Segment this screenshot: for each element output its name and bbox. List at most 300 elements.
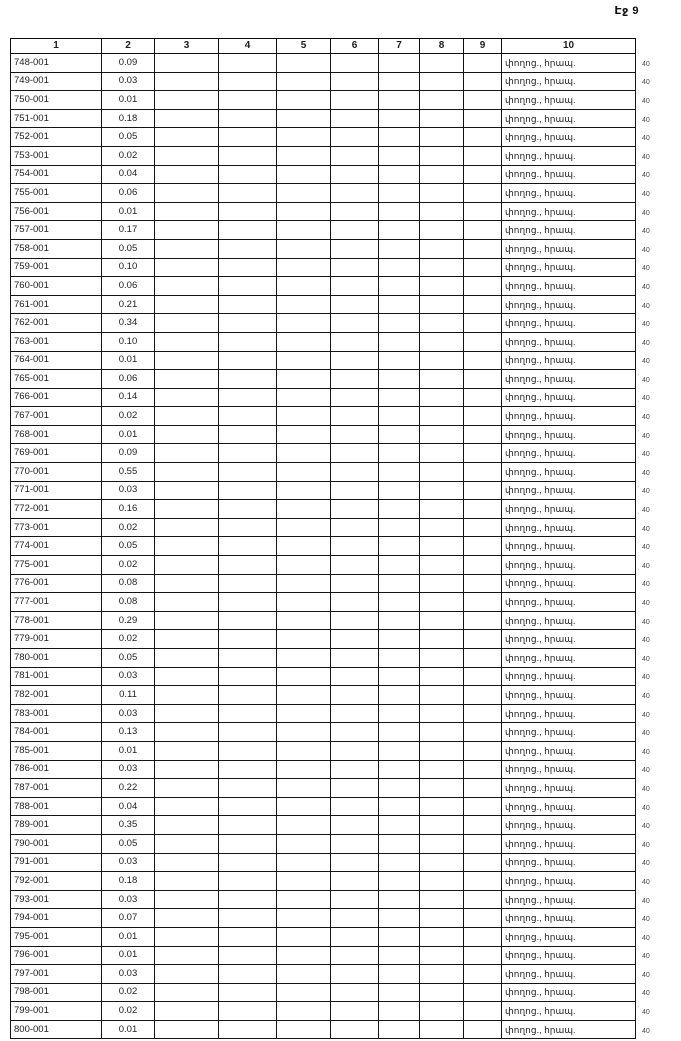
margin-note: 40 xyxy=(642,135,650,143)
table-body xyxy=(11,54,672,1039)
margin-note: 40 xyxy=(642,804,650,812)
margin-note: 40 xyxy=(642,246,650,254)
col-header-6: 6 xyxy=(331,39,379,54)
empty-cell xyxy=(219,91,277,110)
empty-cell xyxy=(277,704,331,723)
empty-cell xyxy=(464,760,502,779)
row-id-cell: 758-001 xyxy=(11,239,102,258)
empty-cell xyxy=(379,407,420,426)
empty-cell xyxy=(464,295,502,314)
empty-cell xyxy=(331,834,379,853)
empty-cell xyxy=(277,332,331,351)
empty-cell xyxy=(331,351,379,370)
empty-cell xyxy=(331,370,379,389)
empty-cell xyxy=(219,909,277,928)
margin-note: 40 xyxy=(642,79,650,87)
empty-cell xyxy=(155,109,219,128)
empty-cell xyxy=(219,667,277,686)
empty-cell xyxy=(155,370,219,389)
empty-cell xyxy=(331,277,379,296)
empty-cell xyxy=(277,965,331,984)
row-id-cell: 790-001 xyxy=(11,834,102,853)
empty-cell xyxy=(277,128,331,147)
empty-cell xyxy=(420,314,464,333)
page-number-label: Էջ 9 xyxy=(614,5,639,17)
margin-note: 40 xyxy=(642,897,650,905)
empty-cell xyxy=(420,258,464,277)
row-id-cell: 755-001 xyxy=(11,184,102,203)
row-category-cell: փողոց., հրապ. xyxy=(502,667,636,686)
empty-cell xyxy=(331,444,379,463)
empty-cell xyxy=(420,537,464,556)
empty-cell xyxy=(155,500,219,519)
empty-cell xyxy=(219,444,277,463)
empty-cell xyxy=(379,425,420,444)
table-row xyxy=(11,704,672,723)
empty-cell xyxy=(277,146,331,165)
empty-cell xyxy=(331,853,379,872)
row-category-cell: փողոց., հրապ. xyxy=(502,258,636,277)
row-id-cell: 783-001 xyxy=(11,704,102,723)
empty-cell xyxy=(331,611,379,630)
table-row xyxy=(11,128,672,147)
margin-note: 40 xyxy=(642,730,650,738)
row-category-cell: փողոց., հրապ. xyxy=(502,128,636,147)
empty-cell xyxy=(331,574,379,593)
empty-cell xyxy=(331,741,379,760)
empty-cell xyxy=(464,239,502,258)
empty-cell xyxy=(420,444,464,463)
empty-cell xyxy=(155,351,219,370)
empty-cell xyxy=(219,537,277,556)
empty-cell xyxy=(420,72,464,91)
margin-note: 40 xyxy=(642,1009,650,1017)
row-id-cell: 786-001 xyxy=(11,760,102,779)
row-value-cell: 0.02 xyxy=(102,407,155,426)
empty-cell xyxy=(420,649,464,668)
row-category-cell: փողոց., հրապ. xyxy=(502,872,636,891)
row-category-cell: փողոց., հրապ. xyxy=(502,723,636,742)
col-header-3: 3 xyxy=(155,39,219,54)
row-value-cell: 0.03 xyxy=(102,481,155,500)
empty-cell xyxy=(277,407,331,426)
table-row xyxy=(11,91,672,110)
empty-cell xyxy=(331,556,379,575)
margin-note: 40 xyxy=(642,637,650,645)
empty-cell xyxy=(155,853,219,872)
empty-cell xyxy=(277,723,331,742)
margin-note: 40 xyxy=(642,562,650,570)
empty-cell xyxy=(331,927,379,946)
row-category-cell: փողոց., հրապ. xyxy=(502,463,636,482)
empty-cell xyxy=(464,500,502,519)
empty-cell xyxy=(219,481,277,500)
empty-cell xyxy=(379,277,420,296)
empty-cell xyxy=(379,184,420,203)
empty-cell xyxy=(420,109,464,128)
empty-cell xyxy=(277,221,331,240)
empty-cell xyxy=(420,202,464,221)
row-value-cell: 0.14 xyxy=(102,388,155,407)
empty-cell xyxy=(379,556,420,575)
empty-cell xyxy=(155,481,219,500)
row-value-cell: 0.04 xyxy=(102,797,155,816)
col-header-9: 9 xyxy=(464,39,502,54)
row-id-cell: 775-001 xyxy=(11,556,102,575)
empty-cell xyxy=(277,295,331,314)
row-category-cell: փողոց., հրապ. xyxy=(502,500,636,519)
table-row xyxy=(11,463,672,482)
empty-cell xyxy=(331,1002,379,1021)
empty-cell xyxy=(464,314,502,333)
empty-cell xyxy=(331,332,379,351)
row-category-cell: փողոց., հրապ. xyxy=(502,184,636,203)
empty-cell xyxy=(219,741,277,760)
empty-cell xyxy=(277,444,331,463)
row-value-cell: 0.02 xyxy=(102,556,155,575)
empty-cell xyxy=(379,704,420,723)
row-id-cell: 797-001 xyxy=(11,965,102,984)
empty-cell xyxy=(219,463,277,482)
row-id-cell: 800-001 xyxy=(11,1020,102,1039)
row-value-cell: 0.08 xyxy=(102,574,155,593)
empty-cell xyxy=(219,388,277,407)
margin-note: 40 xyxy=(642,953,650,961)
row-value-cell: 0.18 xyxy=(102,109,155,128)
empty-cell xyxy=(155,593,219,612)
row-category-cell: փողոց., հրապ. xyxy=(502,704,636,723)
row-id-cell: 784-001 xyxy=(11,723,102,742)
margin-note: 40 xyxy=(642,228,650,236)
row-id-cell: 757-001 xyxy=(11,221,102,240)
row-value-cell: 0.06 xyxy=(102,370,155,389)
empty-cell xyxy=(277,54,331,73)
empty-cell xyxy=(155,72,219,91)
empty-cell xyxy=(277,611,331,630)
table-row xyxy=(11,72,672,91)
row-category-cell: փողոց., հրապ. xyxy=(502,927,636,946)
empty-cell xyxy=(420,797,464,816)
row-id-cell: 748-001 xyxy=(11,54,102,73)
empty-cell xyxy=(464,927,502,946)
empty-cell xyxy=(379,686,420,705)
empty-cell xyxy=(420,872,464,891)
row-id-cell: 781-001 xyxy=(11,667,102,686)
table-row xyxy=(11,686,672,705)
table-row xyxy=(11,277,672,296)
margin-header-spacer xyxy=(636,39,672,54)
table-row xyxy=(11,723,672,742)
empty-cell xyxy=(219,649,277,668)
table-row xyxy=(11,202,672,221)
row-category-cell: փողոց., հրապ. xyxy=(502,221,636,240)
empty-cell xyxy=(420,146,464,165)
row-value-cell: 0.29 xyxy=(102,611,155,630)
empty-cell xyxy=(379,797,420,816)
margin-note: 40 xyxy=(642,60,650,68)
empty-cell xyxy=(219,611,277,630)
empty-cell xyxy=(464,834,502,853)
empty-cell xyxy=(379,444,420,463)
empty-cell xyxy=(277,667,331,686)
empty-cell xyxy=(420,630,464,649)
empty-cell xyxy=(464,723,502,742)
empty-cell xyxy=(379,1020,420,1039)
empty-cell xyxy=(464,704,502,723)
empty-cell xyxy=(219,630,277,649)
row-value-cell: 0.16 xyxy=(102,500,155,519)
empty-cell xyxy=(464,351,502,370)
row-value-cell: 0.09 xyxy=(102,444,155,463)
row-id-cell: 766-001 xyxy=(11,388,102,407)
empty-cell xyxy=(420,779,464,798)
empty-cell xyxy=(155,444,219,463)
empty-cell xyxy=(155,704,219,723)
empty-cell xyxy=(219,872,277,891)
empty-cell xyxy=(331,407,379,426)
row-category-cell: փողոց., հրապ. xyxy=(502,630,636,649)
empty-cell xyxy=(331,72,379,91)
row-value-cell: 0.02 xyxy=(102,1002,155,1021)
empty-cell xyxy=(379,500,420,519)
empty-cell xyxy=(277,351,331,370)
empty-cell xyxy=(277,425,331,444)
margin-note: 40 xyxy=(642,990,650,998)
empty-cell xyxy=(277,537,331,556)
empty-cell xyxy=(379,574,420,593)
row-id-cell: 752-001 xyxy=(11,128,102,147)
margin-note: 40 xyxy=(642,767,650,775)
empty-cell xyxy=(219,1020,277,1039)
empty-cell xyxy=(379,370,420,389)
margin-note: 40 xyxy=(642,655,650,663)
empty-cell xyxy=(420,834,464,853)
table-row xyxy=(11,760,672,779)
row-category-cell: փողոց., հրապ. xyxy=(502,277,636,296)
margin-note: 40 xyxy=(642,711,650,719)
margin-note: 40 xyxy=(642,692,650,700)
row-category-cell: փողոց., հրապ. xyxy=(502,965,636,984)
row-id-cell: 794-001 xyxy=(11,909,102,928)
empty-cell xyxy=(379,760,420,779)
empty-cell xyxy=(420,481,464,500)
margin-note: 40 xyxy=(642,451,650,459)
empty-cell xyxy=(379,314,420,333)
empty-cell xyxy=(155,983,219,1002)
empty-cell xyxy=(379,146,420,165)
empty-cell xyxy=(219,314,277,333)
empty-cell xyxy=(219,202,277,221)
empty-cell xyxy=(331,816,379,835)
empty-cell xyxy=(420,407,464,426)
row-id-cell: 759-001 xyxy=(11,258,102,277)
empty-cell xyxy=(420,983,464,1002)
col-header-10: 10 xyxy=(502,39,636,54)
row-id-cell: 787-001 xyxy=(11,779,102,798)
row-category-cell: փողոց., հրապ. xyxy=(502,611,636,630)
empty-cell xyxy=(277,872,331,891)
row-category-cell: փողոց., հրապ. xyxy=(502,574,636,593)
empty-cell xyxy=(379,779,420,798)
empty-cell xyxy=(219,109,277,128)
empty-cell xyxy=(420,332,464,351)
empty-cell xyxy=(331,463,379,482)
row-category-cell: փողոց., հրապ. xyxy=(502,909,636,928)
empty-cell xyxy=(464,797,502,816)
empty-cell xyxy=(420,1020,464,1039)
row-value-cell: 0.01 xyxy=(102,91,155,110)
table-row xyxy=(11,1002,672,1021)
empty-cell xyxy=(155,946,219,965)
empty-cell xyxy=(277,779,331,798)
col-header-5: 5 xyxy=(277,39,331,54)
empty-cell xyxy=(464,221,502,240)
empty-cell xyxy=(464,946,502,965)
table-row xyxy=(11,983,672,1002)
empty-cell xyxy=(464,258,502,277)
table-row xyxy=(11,444,672,463)
row-category-cell: փողոց., հրապ. xyxy=(502,314,636,333)
empty-cell xyxy=(331,258,379,277)
empty-cell xyxy=(155,128,219,147)
empty-cell xyxy=(219,239,277,258)
empty-cell xyxy=(420,909,464,928)
row-id-cell: 754-001 xyxy=(11,165,102,184)
empty-cell xyxy=(464,146,502,165)
empty-cell xyxy=(420,239,464,258)
empty-cell xyxy=(155,202,219,221)
empty-cell xyxy=(464,407,502,426)
empty-cell xyxy=(155,146,219,165)
row-id-cell: 762-001 xyxy=(11,314,102,333)
empty-cell xyxy=(155,797,219,816)
row-value-cell: 0.08 xyxy=(102,593,155,612)
row-category-cell: փողոց., հրապ. xyxy=(502,202,636,221)
empty-cell xyxy=(155,388,219,407)
empty-cell xyxy=(155,314,219,333)
empty-cell xyxy=(219,351,277,370)
data-table xyxy=(10,38,672,1039)
empty-cell xyxy=(331,537,379,556)
margin-note: 40 xyxy=(642,283,650,291)
row-value-cell: 0.18 xyxy=(102,872,155,891)
empty-cell xyxy=(420,184,464,203)
empty-cell xyxy=(331,686,379,705)
row-category-cell: փողոց., հրապ. xyxy=(502,556,636,575)
table-row xyxy=(11,574,672,593)
margin-note: 40 xyxy=(642,971,650,979)
margin-note: 40 xyxy=(642,302,650,310)
empty-cell xyxy=(379,295,420,314)
empty-cell xyxy=(331,965,379,984)
row-id-cell: 767-001 xyxy=(11,407,102,426)
empty-cell xyxy=(331,946,379,965)
margin-note: 40 xyxy=(642,878,650,886)
empty-cell xyxy=(464,1020,502,1039)
row-id-cell: 776-001 xyxy=(11,574,102,593)
table-row xyxy=(11,518,672,537)
row-category-cell: փողոց., հրապ. xyxy=(502,816,636,835)
empty-cell xyxy=(464,165,502,184)
empty-cell xyxy=(379,1002,420,1021)
empty-cell xyxy=(420,853,464,872)
empty-cell xyxy=(219,927,277,946)
table-row xyxy=(11,500,672,519)
row-value-cell: 0.06 xyxy=(102,184,155,203)
empty-cell xyxy=(155,779,219,798)
row-id-cell: 753-001 xyxy=(11,146,102,165)
empty-cell xyxy=(379,853,420,872)
row-category-cell: փողոց., հրապ. xyxy=(502,686,636,705)
row-id-cell: 777-001 xyxy=(11,593,102,612)
row-category-cell: փողոց., հրապ. xyxy=(502,481,636,500)
margin-note: 40 xyxy=(642,376,650,384)
empty-cell xyxy=(277,277,331,296)
empty-cell xyxy=(420,556,464,575)
empty-cell xyxy=(420,500,464,519)
empty-cell xyxy=(464,890,502,909)
empty-cell xyxy=(420,91,464,110)
row-id-cell: 789-001 xyxy=(11,816,102,835)
row-value-cell: 0.10 xyxy=(102,332,155,351)
empty-cell xyxy=(331,909,379,928)
table-row xyxy=(11,779,672,798)
empty-cell xyxy=(331,221,379,240)
empty-cell xyxy=(331,649,379,668)
empty-cell xyxy=(277,165,331,184)
table-row xyxy=(11,667,672,686)
row-category-cell: փողոց., հրապ. xyxy=(502,1020,636,1039)
empty-cell xyxy=(277,686,331,705)
row-value-cell: 0.03 xyxy=(102,667,155,686)
empty-cell xyxy=(379,72,420,91)
margin-note: 40 xyxy=(642,432,650,440)
empty-cell xyxy=(219,983,277,1002)
table-row xyxy=(11,370,672,389)
row-value-cell: 0.03 xyxy=(102,760,155,779)
empty-cell xyxy=(464,909,502,928)
empty-cell xyxy=(464,574,502,593)
empty-cell xyxy=(464,332,502,351)
row-value-cell: 0.06 xyxy=(102,277,155,296)
row-category-cell: փողոց., հրապ. xyxy=(502,425,636,444)
row-id-cell: 773-001 xyxy=(11,518,102,537)
row-category-cell: փողոց., հրապ. xyxy=(502,890,636,909)
empty-cell xyxy=(155,91,219,110)
empty-cell xyxy=(420,165,464,184)
empty-cell xyxy=(331,109,379,128)
row-category-cell: փողոց., հրապ. xyxy=(502,834,636,853)
empty-cell xyxy=(219,146,277,165)
empty-cell xyxy=(464,202,502,221)
empty-cell xyxy=(155,425,219,444)
empty-cell xyxy=(331,779,379,798)
empty-cell xyxy=(420,370,464,389)
row-value-cell: 0.07 xyxy=(102,909,155,928)
empty-cell xyxy=(420,965,464,984)
margin-note: 40 xyxy=(642,116,650,124)
empty-cell xyxy=(219,890,277,909)
empty-cell xyxy=(331,425,379,444)
row-value-cell: 0.03 xyxy=(102,853,155,872)
empty-cell xyxy=(379,630,420,649)
empty-cell xyxy=(155,184,219,203)
empty-cell xyxy=(277,239,331,258)
empty-cell xyxy=(155,518,219,537)
empty-cell xyxy=(379,202,420,221)
empty-cell xyxy=(420,816,464,835)
empty-cell xyxy=(219,500,277,519)
